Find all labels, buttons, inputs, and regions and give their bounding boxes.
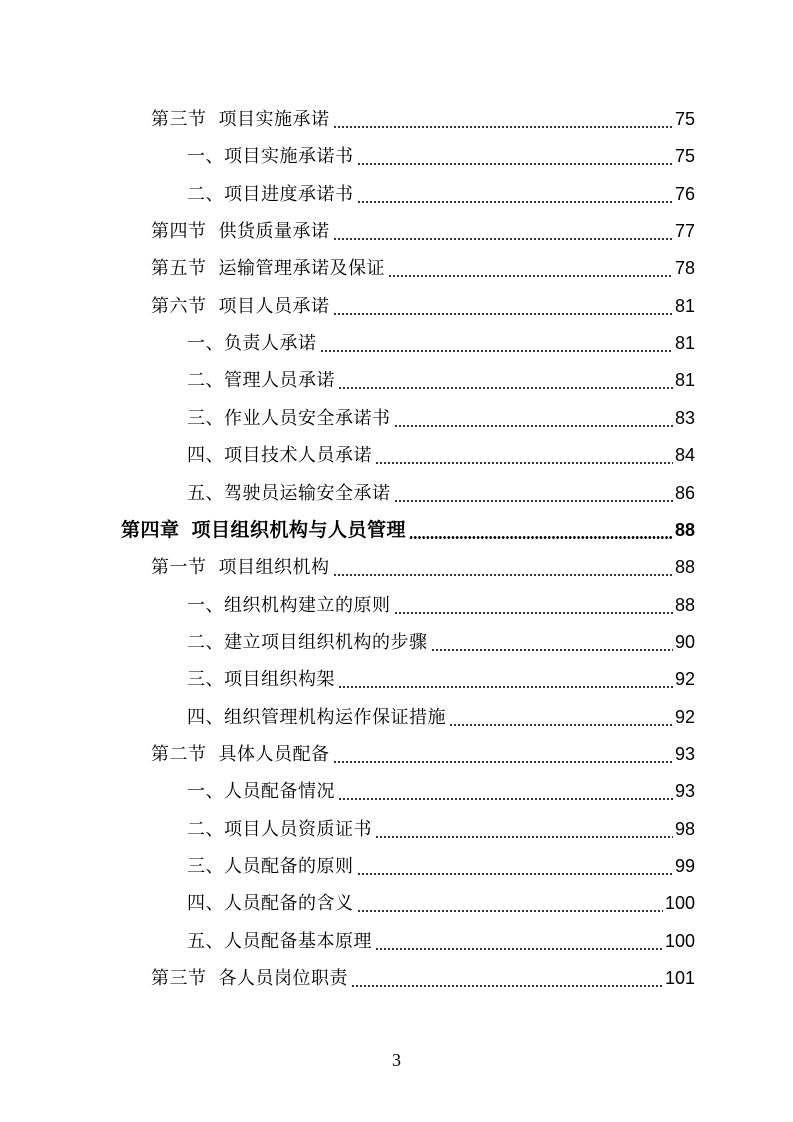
toc-section-entry[interactable] (151, 736, 695, 773)
toc-entry-page-number: 100 (664, 930, 695, 951)
toc-entry-page-number: 88 (674, 594, 695, 615)
toc-item-entry[interactable] (187, 138, 695, 175)
toc-entry-page-number: 84 (674, 445, 695, 466)
dot-leader (333, 238, 673, 240)
toc-entry-title (187, 773, 335, 810)
dot-leader (320, 350, 673, 352)
toc-entry-label: 五、 (187, 930, 224, 952)
toc-entry-title (187, 475, 391, 512)
toc-entry-page-number: 101 (664, 968, 695, 989)
toc-item-entry[interactable] (187, 661, 695, 698)
toc-section-entry[interactable] (151, 960, 695, 997)
toc-entry-page-number: 75 (674, 109, 695, 129)
dot-leader (388, 275, 673, 277)
toc-entry-page-number: 100 (664, 893, 695, 914)
toc-entry-text: 管理人员承诺 (224, 370, 335, 392)
toc-item-entry[interactable] (187, 624, 695, 661)
toc-entry-text: 项目实施承诺书 (224, 146, 354, 168)
toc-item-entry[interactable] (187, 773, 695, 810)
toc-entry-title (187, 811, 372, 848)
toc-entry-label: 第二节 (151, 743, 207, 765)
toc-entry-label: 二、 (187, 183, 224, 205)
toc-entry-label: 第四节 (151, 221, 207, 243)
toc-entry-text: 组织机构建立的原则 (224, 594, 391, 616)
dot-leader (357, 163, 673, 165)
toc-entry-text: 人员配备的原则 (224, 856, 354, 877)
toc-entry-title (151, 960, 348, 997)
toc-entry-label: 一、 (187, 333, 224, 355)
toc-entry-page-number: 93 (674, 743, 695, 764)
dot-leader (333, 126, 673, 128)
toc-item-entry[interactable] (187, 325, 695, 362)
toc-item-entry[interactable] (187, 587, 695, 624)
toc-section-entry[interactable] (151, 288, 695, 325)
toc-section-entry[interactable] (151, 213, 695, 250)
toc-entry-text: 人员配备情况 (224, 781, 335, 803)
toc-entry-title (187, 587, 391, 624)
toc-entry-title (187, 699, 446, 736)
toc-entry-text: 具体人员配备 (218, 743, 330, 765)
toc-chapter-entry[interactable] (121, 512, 695, 549)
toc-entry-text: 项目技术人员承诺 (224, 445, 372, 467)
toc-entry-label: 四、 (187, 445, 224, 467)
toc-entry-label: 四、 (187, 706, 224, 728)
toc-entry-title (187, 885, 354, 922)
toc-entry-title (187, 437, 372, 474)
toc-item-entry[interactable] (187, 475, 695, 512)
toc-entry-label: 二、 (187, 370, 224, 392)
toc-entry-label: 第三节 (151, 968, 207, 990)
toc-entry-title (121, 512, 406, 549)
dot-leader (333, 313, 673, 315)
toc-entry-page-number: 81 (674, 370, 695, 391)
dot-leader (338, 798, 673, 800)
toc-entry-page-number: 99 (674, 856, 695, 876)
toc-entry-text: 人员配备的含义 (224, 893, 354, 915)
toc-entry-title (187, 624, 428, 661)
toc-entry-page-number: 78 (674, 258, 695, 279)
toc-entry-label: 二、 (187, 631, 224, 653)
toc-entry-title (151, 250, 385, 287)
toc-section-entry[interactable] (151, 101, 695, 138)
toc-entry-page-number: 77 (674, 221, 695, 242)
toc-entry-label: 第六节 (151, 295, 207, 317)
toc-entry-title (187, 923, 372, 960)
toc-entry-title (151, 101, 330, 138)
dot-leader (394, 612, 673, 614)
toc-entry-page-number: 81 (674, 333, 695, 354)
toc-entry-title (187, 400, 391, 437)
toc-entry-label: 第一节 (151, 557, 207, 579)
dot-leader (431, 649, 673, 651)
toc-item-entry[interactable] (187, 362, 695, 399)
toc-entry-label: 第五节 (151, 258, 207, 280)
toc-entry-page-number: 86 (674, 482, 695, 503)
toc-entry-page-number: 75 (674, 146, 695, 167)
toc-entry-text: 组织管理机构运作保证措施 (224, 706, 446, 728)
dot-leader (351, 985, 663, 987)
dot-leader (375, 462, 673, 464)
toc-entry-text: 建立项目组织机构的步骤 (224, 631, 428, 653)
toc-entry-page-number: 81 (674, 295, 695, 316)
page-number: 3 (392, 1050, 401, 1070)
toc-entry-page-number: 88 (674, 557, 695, 578)
toc-entry-title (187, 848, 354, 885)
toc-entry-title (187, 325, 317, 362)
toc-entry-title (187, 661, 335, 698)
toc-entry-page-number: 88 (674, 519, 695, 540)
dot-leader (375, 836, 673, 838)
toc-entry-title (187, 362, 335, 399)
toc-item-entry[interactable] (187, 885, 695, 922)
toc-entry-text: 项目实施承诺 (218, 109, 330, 130)
toc-entry-label: 一、 (187, 594, 224, 616)
toc-item-entry[interactable] (187, 811, 695, 848)
toc-item-entry[interactable] (187, 437, 695, 474)
toc-entry-page-number: 92 (674, 706, 695, 727)
dot-leader (449, 724, 673, 726)
toc-entry-text: 各人员岗位职责 (218, 968, 348, 990)
toc-entry-title (151, 213, 330, 250)
toc-entry-text: 运输管理承诺及保证 (218, 258, 385, 280)
toc-entry-title (151, 549, 330, 586)
toc-entry-page-number: 98 (674, 818, 695, 839)
toc-item-entry[interactable] (187, 848, 695, 885)
toc-entry-label: 三、 (187, 407, 224, 429)
toc-entry-text: 供货质量承诺 (218, 221, 330, 243)
dot-leader (394, 500, 673, 502)
toc-entry-title (151, 288, 330, 325)
dot-leader (333, 761, 673, 763)
toc-entry-text: 作业人员安全承诺书 (224, 407, 391, 429)
toc-item-entry[interactable] (187, 176, 695, 213)
toc-entry-page-number: 83 (674, 407, 695, 428)
toc-entry-label: 第三节 (151, 109, 207, 130)
dot-leader (357, 910, 663, 912)
toc-entry-text: 项目人员资质证书 (224, 818, 372, 840)
toc-entry-text: 项目进度承诺书 (224, 183, 354, 205)
toc-entry-title (151, 736, 330, 773)
toc-entry-page-number: 90 (674, 631, 695, 652)
toc-item-entry[interactable] (187, 923, 695, 960)
dot-leader (338, 686, 673, 688)
toc-entry-label: 一、 (187, 781, 224, 803)
dot-leader (394, 425, 673, 427)
toc-entry-text: 项目组织构架 (224, 669, 335, 691)
toc-item-entry[interactable] (187, 699, 695, 736)
dot-leader (338, 387, 673, 389)
toc-entry-label: 三、 (187, 669, 224, 691)
toc-entry-label: 二、 (187, 818, 224, 840)
dot-leader (375, 948, 663, 950)
toc-section-entry[interactable] (151, 250, 695, 287)
dot-leader (357, 201, 673, 203)
toc-entry-page-number: 92 (674, 669, 695, 690)
toc-entry-label: 一、 (187, 146, 224, 168)
toc-entry-label: 五、 (187, 482, 224, 504)
toc-entry-text: 驾驶员运输安全承诺 (224, 482, 391, 504)
toc-entry-text: 项目组织机构与人员管理 (191, 518, 407, 541)
toc-entry-title (187, 176, 354, 213)
toc-entry-page-number: 93 (674, 781, 695, 802)
dot-leader (333, 574, 673, 576)
toc-item-entry[interactable] (187, 400, 695, 437)
toc-entry-page-number: 76 (674, 183, 695, 204)
toc-section-entry[interactable] (151, 549, 695, 586)
toc-entry-label: 第四章 (121, 518, 180, 541)
toc-entry-text: 项目组织机构 (218, 557, 330, 579)
dot-leader (357, 873, 673, 875)
toc-entry-text: 负责人承诺 (224, 333, 317, 355)
toc-entry-label: 三、 (187, 856, 224, 877)
toc-entry-label: 四、 (187, 893, 224, 915)
toc-entry-title (187, 138, 354, 175)
toc-entry-text: 人员配备基本原理 (224, 930, 372, 952)
toc-entry-text: 项目人员承诺 (218, 295, 330, 317)
dot-leader (409, 536, 673, 539)
